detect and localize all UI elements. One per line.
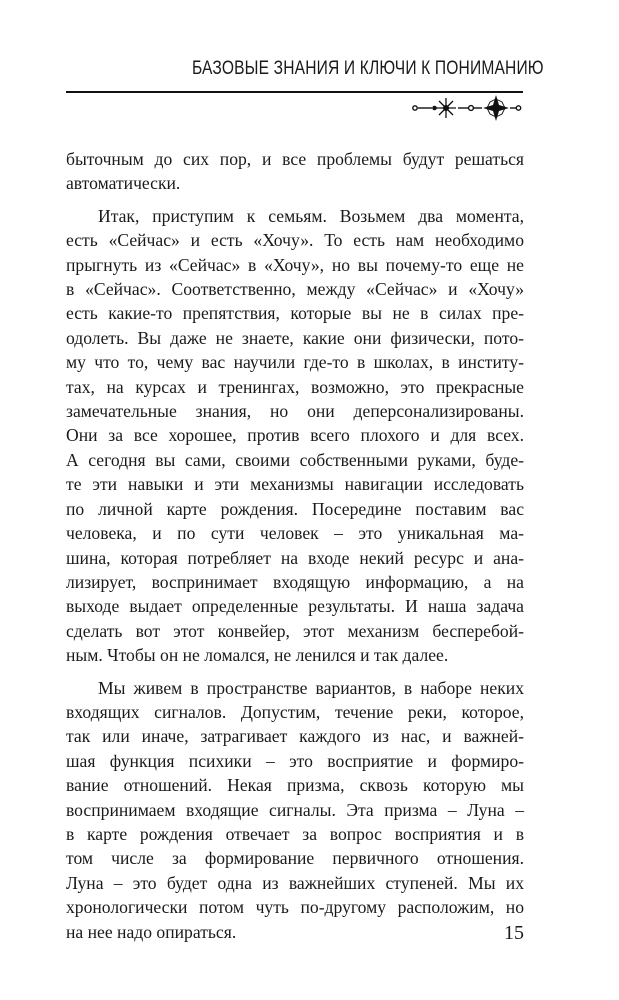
text-line: ным. Чтобы он не ломался, не ленился и так далее.	[66, 645, 449, 666]
text-line: му что то, чему вас научили где-то в школах, в институ-	[66, 352, 524, 373]
text-line: хронологически потом чуть по-другому расположим, но	[66, 897, 524, 918]
text-line: Они за все хорошее, против всего плохого и для всех.	[66, 425, 524, 446]
text-line: человека, и по сути человек – это уникальная ма-	[66, 523, 524, 544]
text-line: автоматически.	[66, 173, 181, 194]
text-line: есть «Сейчас» и есть «Хочу». То есть нам необходимо	[66, 230, 524, 251]
text-line: А сегодня вы сами, своими собственными руками, буде-	[66, 449, 524, 470]
text-line: по личной карте рождения. Посередине поставим вас	[66, 498, 524, 519]
text-line: так или иначе, затрагивает каждого из нас, и важней-	[66, 726, 524, 747]
star-flourish-ornament-icon	[410, 95, 522, 121]
text-line: Итак, приступим к семьям. Возьмем два момента,	[98, 205, 524, 226]
text-line: в карте рождения отвечает за вопрос восприятия и в	[66, 823, 524, 844]
text-line: входящих сигналов. Допустим, течение реки, которое,	[66, 701, 524, 722]
text-line: сделать вот этот конвейер, этот механизм бесперебой-	[66, 620, 524, 641]
text-line: прыгнуть из «Сейчас» в «Хочу», но вы почему-то еще не	[66, 254, 524, 275]
running-title: БАЗОВЫЕ ЗНАНИЯ И КЛЮЧИ К ПОНИМАНИЮ	[192, 58, 544, 79]
text-line: лизирует, воспринимает входящую информацию, а на	[66, 571, 524, 592]
text-line: замечательные знания, но они деперсонализированы.	[66, 401, 524, 422]
text-line: есть какие-то препятствия, которые вы не в силах пре-	[66, 303, 524, 324]
body-text	[66, 147, 524, 944]
text-line: вание отношений. Некая призма, сквозь которую мы	[66, 775, 524, 796]
text-line: выходе выдает определенные результаты. И наша задача	[66, 596, 524, 617]
text-line: шина, которая потребляет на входе некий ресурс и ана-	[66, 547, 524, 568]
text-line: шая функция психики – это восприятие и формиро-	[66, 750, 524, 771]
text-line: Мы живем в пространстве вариантов, в наборе неких	[98, 677, 524, 698]
text-line: быточным до сих пор, и все проблемы будут решаться	[66, 149, 524, 169]
text-line: одолеть. Вы даже не знаете, какие они физически, пото-	[66, 327, 524, 348]
text-line: в «Сейчас». Соответственно, между «Сейчас» и «Хочу»	[66, 279, 524, 300]
text-line: те эти навыки и эти механизмы навигации исследовать	[66, 474, 524, 495]
page-number: 15	[504, 922, 524, 944]
text-line: тах, на курсах и тренингах, возможно, это прекрасные	[66, 376, 524, 397]
text-line: воспринимаем входящие сигналы. Эта призма – Луна –	[66, 799, 524, 820]
text-line: Луна – это будет одна из важнейших ступеней. Мы их	[66, 872, 524, 893]
header-rule	[66, 91, 523, 93]
text-line: том числе за формирование первичного отношения.	[66, 848, 524, 869]
text-line: на нее надо опираться.	[66, 921, 237, 942]
